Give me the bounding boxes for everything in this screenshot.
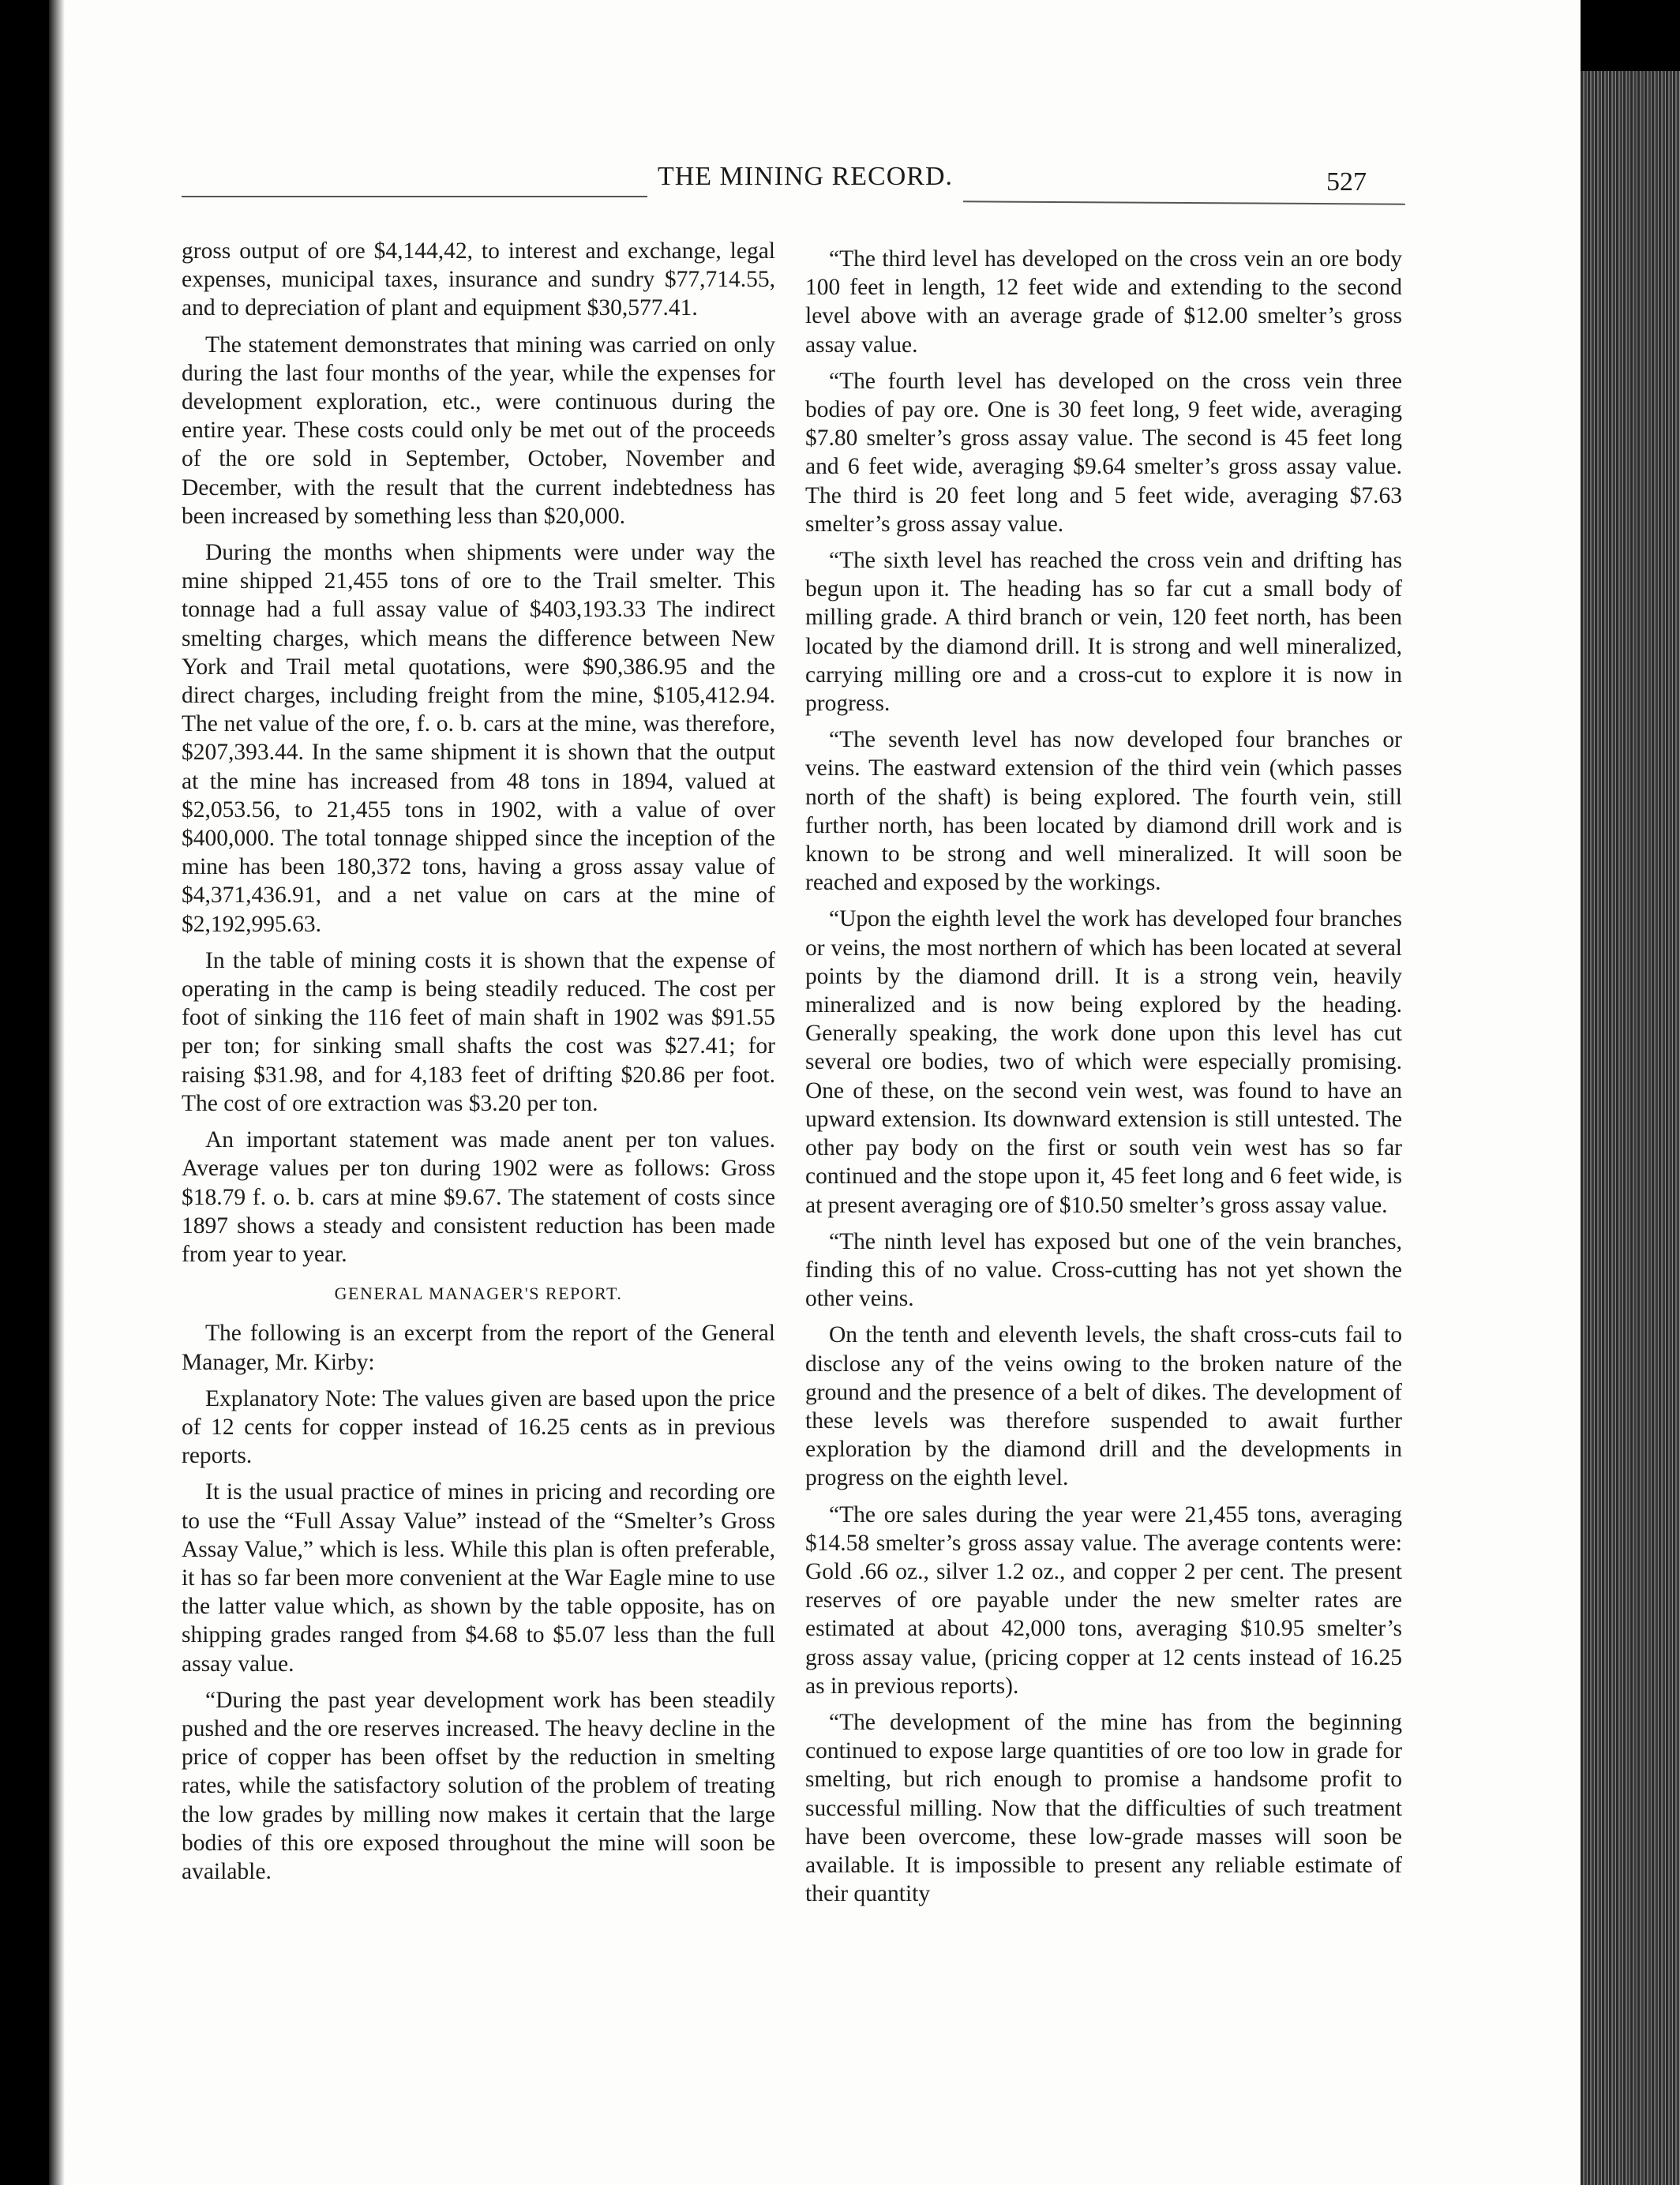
running-head: THE MINING RECORD.: [657, 162, 954, 191]
gutter-shadow: [49, 0, 65, 2185]
right-column: [805, 245, 1402, 1916]
right-paragraph: “The sixth level has reached the cross vein and drifting has begun upon it. The heading has so far cut a small body of milling grade. A third branch or vein, 120 feet north, has been located by the diamond drill. It is strong and well mineralized, carrying milling ore and a cross-cut to explore it is now in progress.: [805, 548, 1402, 717]
left-paragraph: The statement demonstrates that mining was carried on only during the last four months of the year, while the expenses for development exploration, etc., were continuous during the entire year. These costs could only be met out of the proceeds of the ore sold in September, October, November and December, with the result that the current indebtedness has been increased by something less than $20,000.: [182, 332, 775, 529]
left-paragraph: In the table of mining costs it is shown that the expense of operating in the camp is being steadily reduced. The cost per foot of sinking the 116 feet of main shaft in 1902 was $91.55 per ton; for sinking small shafts the cost was $27.41; for raising $31.98, and for 4,183 feet of drifting $20.86 per foot. The cost of ore extraction was $3.20 per ton.: [182, 947, 775, 1116]
section-heading: GENERAL MANAGER'S REPORT.: [334, 1284, 623, 1304]
left-paragraph: Explanatory Note: The values given are based upon the price of 12 cents for copper instead of 16.25 cents as in previous reports.: [182, 1385, 775, 1469]
right-paragraph: On the tenth and eleventh levels, the shaft cross-cuts fail to disclose any of the veins owing to the broken nature of the ground and the presence of a belt of dikes. The development of these levels was therefore suspended to await further exploration by the diamond drill and the developments in progress on the eighth level.: [805, 1322, 1402, 1491]
right-paragraph: “The development of the mine has from the beginning continued to expose large quantities of ore too low in grade for smelting, but rich enough to promise a handsome profit to successful milling. Now that the difficulties of such treatment have been overcome, these low-grade masses will soon be available. It is impossible to present any reliable estimate of their quantity: [805, 1709, 1402, 1907]
left-paragraph: “During the past year development work has been steadily pushed and the ore reserves increased. The heavy decline in the price of copper has been offset by the reduction in smelting rates, while the satisfactory solution of the problem of treating the low grades by milling now makes it certain that the large bodies of this ore exposed throughout the mine will soon be available.: [182, 1687, 775, 1884]
left-paragraph: The following is an excerpt from the report of the General Manager, Mr. Kirby:: [182, 1321, 775, 1375]
right-paragraph: “The fourth level has developed on the cross vein three bodies of pay ore. One is 30 feet long, 9 feet wide, averaging $7.80 smelter’s gross assay value. The second is 45 feet long and 6 feet wide, averaging $9.64 smelter’s gross assay value. The third is 20 feet long and 5 feet wide, averaging $7.63 smelter’s gross assay value.: [805, 368, 1402, 537]
page-number: 527: [1326, 167, 1367, 197]
left-column: [182, 237, 775, 1894]
left-paragraph: During the months when shipments were under way the mine shipped 21,455 tons of ore to the Trail smelter. This tonnage had a full assay value of $403,193.33 The indirect smelting charges, which means the difference between New York and Trail metal quotations, were $90,386.95 and the direct charges, including freight from the mine, $105,412.94. The net value of the ore, f. o. b. cars at the mine, was therefore, $207,393.44. In the same shipment it is shown that the output at the mine has increased from 48 tons in 1894, valued at $2,053.56, to 21,455 tons in 1902, with a value of over $400,000. The total tonnage shipped since the inception of the mine has been 180,372 tons, having a gross assay value of $4,371,436.91, and a net value on cars at the mine of $2,192,995.63.: [182, 540, 775, 937]
right-paragraph: “The ninth level has exposed but one of the vein branches, finding this of no value. Cross-cutting has not yet shown the other veins.: [805, 1228, 1402, 1312]
left-paragraph: gross output of ore $4,144,42, to interest and exchange, legal expenses, municipal taxes, insurance and sundry $77,714.55, and to depreciation of plant and equipment $30,577.41.: [182, 238, 775, 321]
header-rule-left: [182, 196, 647, 197]
right-paragraph: “The ore sales during the year were 21,455 tons, averaging $14.58 smelter’s gross assay value. The average contents were: Gold .66 oz., silver 1.2 oz., and copper 2 per cent. The present reserves of ore payable under the new smelter rates are estimated at about 42,000 tons, averaging $10.95 smelter’s gross assay value, (pricing copper at 12 cents instead of 16.25 as in previous reports).: [805, 1501, 1402, 1699]
right-paragraph: “The seventh level has now developed four branches or veins. The eastward extension of the third vein (which passes north of the shaft) is being explored. The fourth vein, still further north, has been located by diamond drill work and is known to be strong and well mineralized. It will soon be reached and exposed by the workings.: [805, 727, 1402, 896]
right-paragraph: “Upon the eighth level the work has developed four branches or veins, the most northern of which has been located at several points by the diamond drill. It is a strong vein, heavily mineralized and is now being explored by the heading. Generally speaking, the work done upon this level has cut several ore bodies, two of which were especially promising. One of these, on the second vein west, was found to have an upward extension. Its downward extension is still untested. The other pay body on the first or south vein west has so far continued and the stope upon it, 45 feet long and 6 feet wide, is at present averaging ore of $10.50 smelter’s gross assay value.: [805, 906, 1402, 1218]
left-paragraph: It is the usual practice of mines in pricing and recording ore to use the “Full Assay Value” instead of the “Smelter’s Gross Assay Value,” which is less. While this plan is often preferable, it has so far been more convenient at the War Eagle mine to use the latter value which, as shown by the table opposite, has on shipping grades ranged from $4.68 to $5.07 less than the full assay value.: [182, 1479, 775, 1677]
page-edges: [1581, 71, 1680, 2185]
right-paragraph: “The third level has developed on the cross vein an ore body 100 feet in length, 12 feet wide and extending to the second level above with an average grade of $12.00 smelter’s gross assay value.: [805, 246, 1402, 358]
left-paragraph: An important statement was made anent per ton values. Average values per ton during 1902 were as follows: Gross $18.79 f. o. b. cars at mine $9.67. The statement of costs since 1897 shows a steady and consistent reduction has been made from year to year.: [182, 1127, 775, 1267]
